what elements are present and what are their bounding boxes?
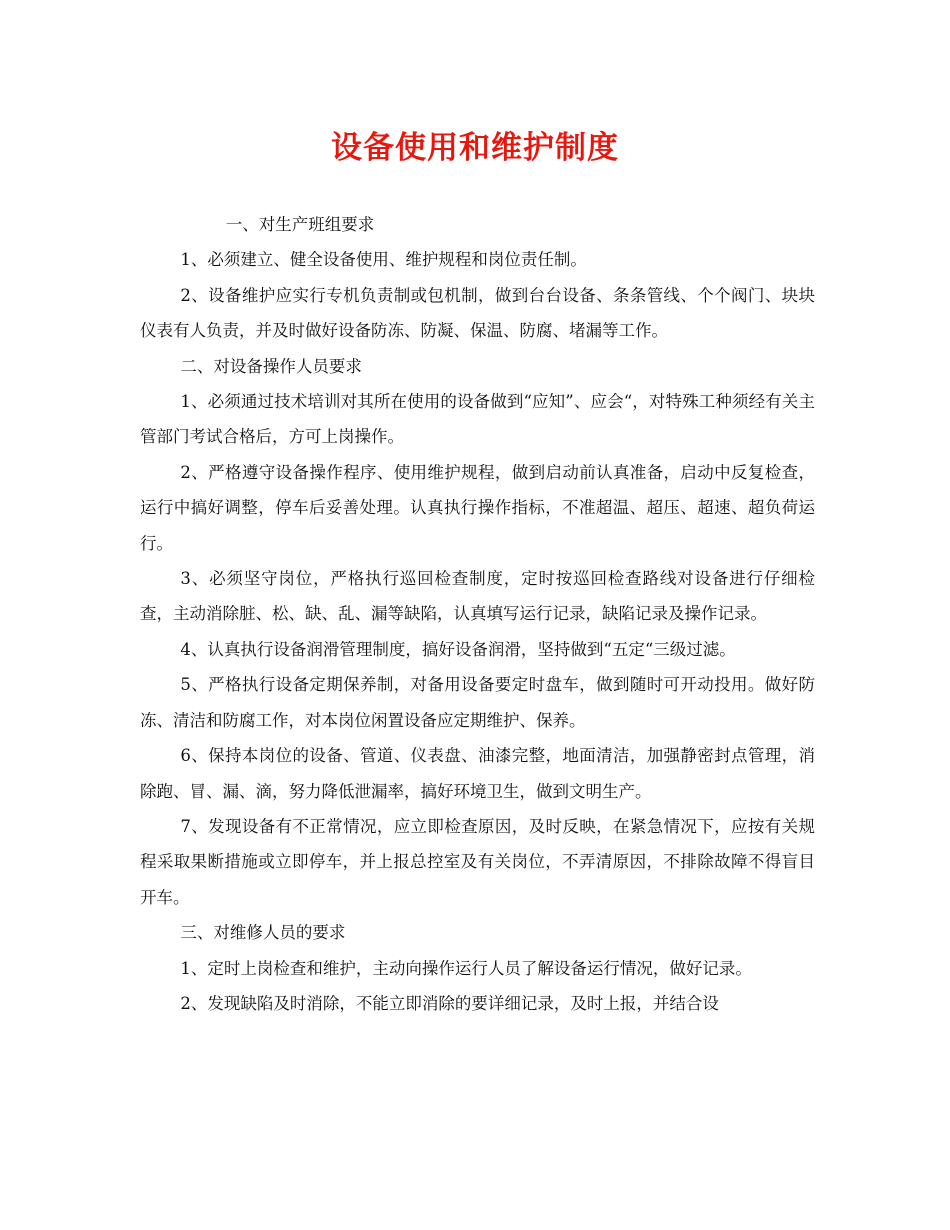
paragraph: 1、必须建立、健全设备使用、维护规程和岗位责任制。 [180,250,587,270]
paragraph: 6、保持本岗位的设备、管道、仪表盘、油漆完整，地面清洁，加强静密封点管理，消除跑、冒、漏、滴，努力降低泄漏率，搞好环境卫生，做到文明生产。 [140,746,815,801]
paragraph: 4、认真执行设备润滑管理制度，搞好设备润滑，坚持做到“五定“三级过滤。 [180,639,736,659]
paragraph: 7、发现设备有不正常情况，应立即检查原因，及时反映，在紧急情况下，应按有关规程采取果断措施或立即停车，并上报总控室及有关岗位，不弄清原因，不排除故障不得盲目开车。 [140,816,815,907]
paragraph: 2、设备维护应实行专机负责制或包机制，做到台台设备、条条管线、个个阀门、块块仪表有人负责，并及时做好设备防冻、防凝、保温、防腐、堵漏等工作。 [140,285,815,341]
section-heading-3: 三、对维修人员的要求 [180,923,346,943]
section-heading-1: 一、对生产班组要求 [225,215,375,234]
paragraph: 2、发现缺陷及时消除，不能立即消除的要详细记录，及时上报，并结合设 [180,993,719,1013]
document-title: 设备使用和维护制度 [331,130,619,166]
paragraph: 1、定时上岗检查和维护，主动向操作运行人员了解设备运行情况，做好记录。 [180,958,752,978]
paragraph: 1、必须通过技术培训对其所在使用的设备做到“应知”、应会“，对特殊工种须经有关主管部门考试合格后，方可上岗操作。 [140,392,815,447]
document-body [140,207,815,1021]
paragraph: 3、必须坚守岗位，严格执行巡回检查制度，定时按巡回检查路线对设备进行仔细检查，主动消除脏、松、缺、乱、漏等缺陷，认真填写运行记录，缺陷记录及操作记录。 [140,569,815,624]
section-heading-2: 二、对设备操作人员要求 [180,356,362,376]
paragraph: 2、严格遵守设备操作程序、使用维护规程，做到启动前认真准备，启动中反复检查，运行中搞好调整，停车后妥善处理。认真执行操作指标，不准超温、超压、超速、超负荷运行。 [140,462,815,553]
paragraph: 5、严格执行设备定期保养制，对备用设备要定时盘车，做到随时可开动投用。做好防冻、清洁和防腐工作，对本岗位闲置设备应定期维护、保养。 [140,675,815,730]
